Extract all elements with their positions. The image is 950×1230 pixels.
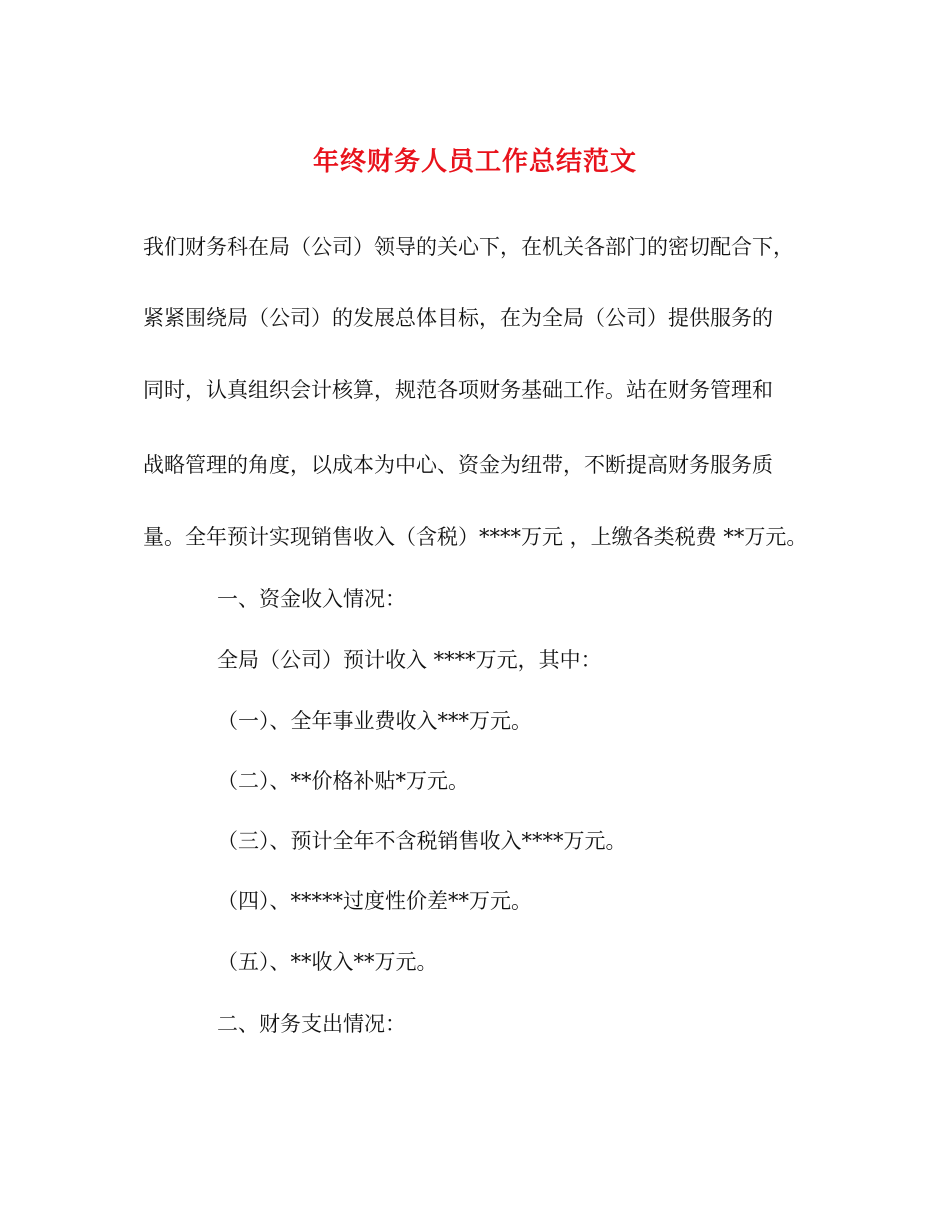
section-2-heading: 二、财务支出情况： <box>217 1012 406 1036</box>
section-1-intro: 全局（公司）预计收入 ****万元，其中： <box>217 648 602 672</box>
list-item: （三）、预计全年不含税销售收入****万元。 <box>217 829 627 853</box>
paragraph-line-5: 量。全年预计实现销售收入（含税）****万元 ，上缴各类税费 **万元。 <box>143 525 808 549</box>
section-1-heading: 一、资金收入情况： <box>217 587 406 611</box>
paragraph-line-2: 紧紧围绕局（公司）的发展总体目标，在为全局（公司）提供服务的 <box>143 306 773 330</box>
list-item: （一）、全年事业费收入***万元。 <box>217 709 532 733</box>
list-item: （五）、**收入**万元。 <box>217 950 438 974</box>
list-item: （四）、*****过度性价差**万元。 <box>217 889 532 913</box>
page-title: 年终财务人员工作总结范文 <box>312 147 637 177</box>
paragraph-line-4: 战略管理的角度，以成本为中心、资金为纽带，不断提高财务服务质 <box>143 453 773 477</box>
paragraph-line-3: 同时，认真组织会计核算，规范各项财务基础工作。站在财务管理和 <box>143 378 773 402</box>
paragraph-line-1: 我们财务科在局（公司）领导的关心下，在机关各部门的密切配合下， <box>143 235 794 259</box>
list-item: （二）、**价格补贴*万元。 <box>217 769 469 793</box>
